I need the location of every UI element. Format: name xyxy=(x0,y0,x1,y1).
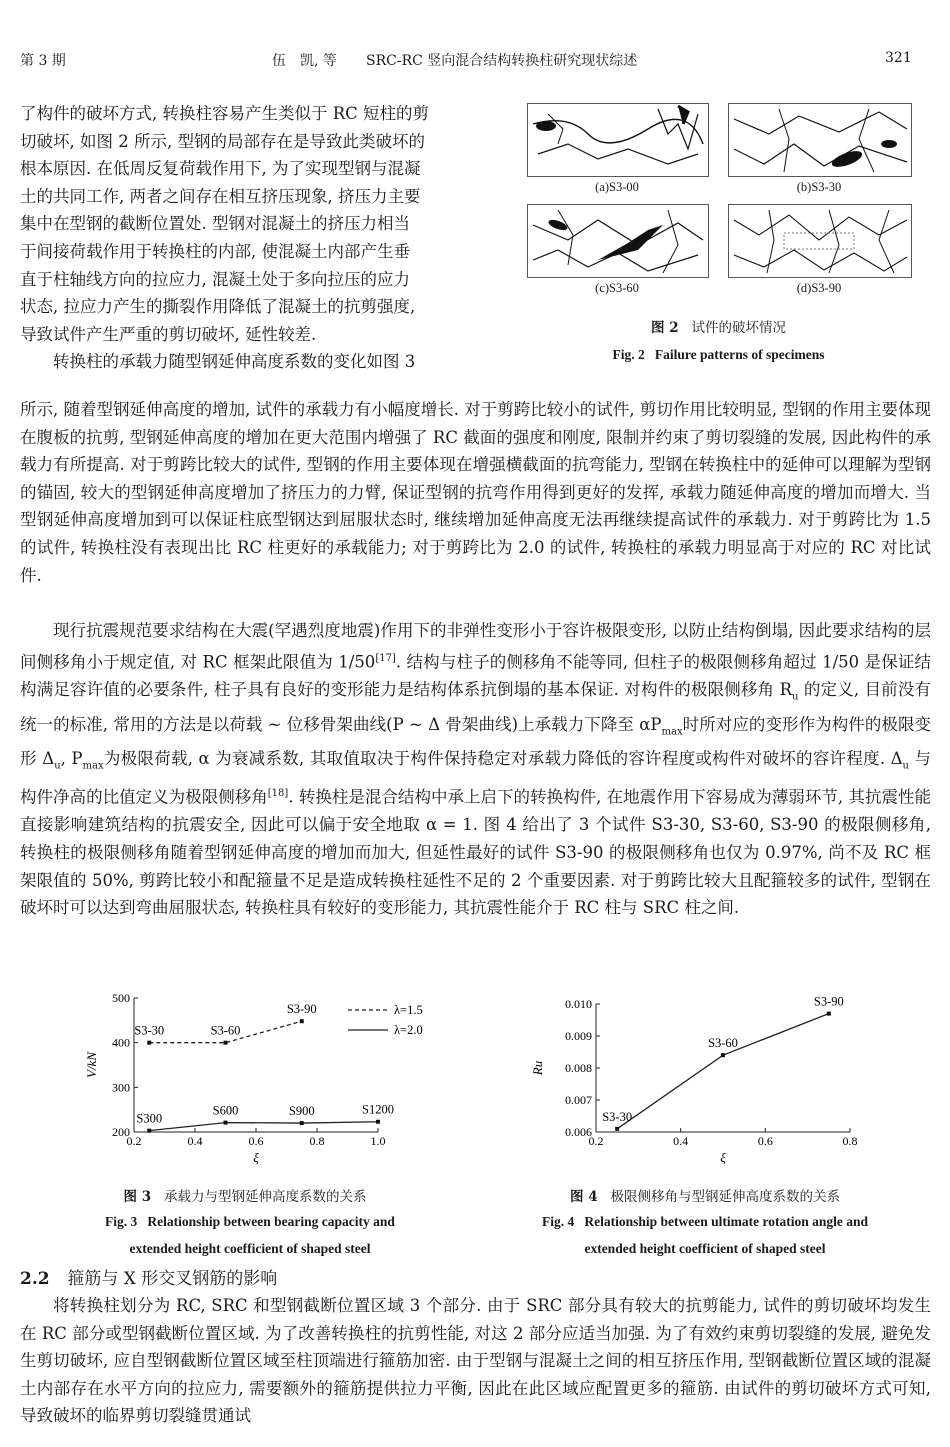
fig4-title-en: Relationship between ultimate rotation angle and xyxy=(584,1214,868,1229)
y-tick-label: 0.007 xyxy=(565,1093,592,1107)
data-label: S900 xyxy=(288,1104,315,1119)
x-tick-label: 0.8 xyxy=(842,1134,858,1148)
text-run: 为极限荷载, α 为衰减系数, 其取值取决于构件保持稳定对承载力降低的容许程度或构件对破坏的容许程度. Δ xyxy=(103,749,903,769)
fig2-caption-en xyxy=(527,341,910,368)
data-label: S3-60 xyxy=(210,1023,241,1038)
data-point xyxy=(827,1012,831,1016)
subscript-u: u xyxy=(54,760,61,772)
journal-issue: 第 3 期 xyxy=(20,53,66,69)
fig2-title-en: Failure patterns of specimens xyxy=(654,347,825,362)
crack-image-c xyxy=(528,205,708,277)
subscript-max: max xyxy=(82,760,104,772)
data-label: S1200 xyxy=(362,1102,394,1117)
text-line: 了构件的破坏方式, 转换柱容易产生类似于 RC 短柱的剪 xyxy=(20,104,430,123)
y-tick-label: 500 xyxy=(112,991,130,1005)
x-tick-label: 0.6 xyxy=(757,1134,773,1148)
crack-image-a xyxy=(528,104,708,176)
text-line: 土的共同工作, 两者之间存在相互挤压现象, 挤压力主要 xyxy=(20,186,421,206)
text-run: . 结构与柱子的侧移角不能等同, 但柱子的极限侧移角超过 1/50 是保证结构满足容许值的必要条件, 柱子具有良好的变形能力是结构体系抗倒塌的基本保证. 对构件的极限侧移角 R xyxy=(20,652,931,699)
fig3-number-cn: 图 3 xyxy=(123,1189,152,1205)
text-run: 现行抗震规范要求结构在大震(罕遇烈度地震)作用下的非弹性变形小于容许极限变形, 以防止结构倒塌, 因此要求结构的层间侧移角小于规定值, 对 RC 框架此限值为 1/50 xyxy=(20,621,931,672)
crack-pattern-a xyxy=(527,103,709,177)
text-line: 转换柱的承载力随型钢延伸高度系数的变化如图 3 xyxy=(53,352,416,372)
fig3-caption-en-line2: extended height coefficient of shaped steel xyxy=(129,1241,371,1256)
text-line: 直于柱轴线方向的拉应力, 混凝土处于多向拉压的应力 xyxy=(20,269,410,289)
fig3-title-en: Relationship between bearing capacity and xyxy=(147,1214,395,1229)
fig3-caption-cn xyxy=(40,1185,450,1205)
section-title: 箍筋与 X 形交叉钢筋的影响 xyxy=(67,1269,278,1289)
fig2-number-cn: 图 2 xyxy=(651,320,679,336)
citation-17: [17] xyxy=(375,652,396,664)
y-tick-label: 300 xyxy=(112,1080,130,1095)
paragraph-text: 将转换柱划分为 RC, SRC 和型钢截断位置区域 3 个部分. 由于 SRC 部分具有较大的抗剪能力, 试件的剪切破坏均发生在 RC 部分或型钢截断位置区域. 为了改善转换柱的抗剪性能, 对这 2 部分应适当加强. 为了有效约束剪切裂缝的发展, 避免发生剪切破坏, 应自型钢截断位置区域至柱顶端进行箍筋加密. 由于型钢与混凝土之间的相互挤压作用, 型钢截断位置区域的混凝土内部存在水平方向的拉应力, 需要额外的箍筋提供拉力平衡, 因此在此区域应配置更多的箍筋. 由试件的剪切破坏方式可知, 导致破坏的临界剪切裂缝贯通试 xyxy=(20,1296,931,1426)
y-tick-label: 0.009 xyxy=(565,1029,592,1043)
text-run: . 转换柱是混合结构中承上启下的转换构件, 在地震作用下容易成为薄弱环节, 其抗震性能直接影响建筑结构的抗震安全, 因此可以偏于安全地取 α = 1. 图 4 给出了 3 个试件 S3-30, S3-60, S3-90 的极限侧移角, 转换柱的极限侧移角随着型钢延伸高度的增加而加大, 但延性最好的试件 S3-90 的极限侧移角也仅为 0.97%, 尚不及 RC 框架限值的 50%, 剪跨比较小和配箍量不足是造成转换柱延性不足的 2 个重要因素. 对于剪跨比较大且配箍较多的试件, 型钢在破坏时可以达到弯曲屈服状态, 转换柱具有较好的变形能力, 其抗震性能介于 RC 柱与 SRC 柱之间. xyxy=(20,787,931,918)
data-label: S3-60 xyxy=(708,1036,738,1051)
crack-pattern-d xyxy=(728,204,912,278)
page-number: 321 xyxy=(885,50,912,66)
text-line: 状态, 拉应力产生的撕裂作用降低了混凝土的抗剪强度, xyxy=(20,297,416,317)
fig3-title-cn: 承载力与型钢延伸高度系数的关系 xyxy=(163,1189,367,1205)
text-line: 集中在型钢的截断位置处. 型钢对混凝土的挤压力相当 xyxy=(20,214,410,234)
text-line: 于间接荷载作用于转换柱的内部, 使混凝土内部产生垂 xyxy=(20,241,410,261)
data-point xyxy=(224,1041,228,1045)
legend-label-1: λ=2.0 xyxy=(394,1023,423,1037)
fig4-caption-en-line1 xyxy=(490,1208,920,1235)
fig2-title-cn: 试件的破坏情况 xyxy=(691,320,786,336)
x-tick-label: 1.0 xyxy=(370,1134,386,1148)
text-run: 时所对应的变形作为构件的极限变形 Δ xyxy=(20,714,932,769)
x-axis-label: ξ xyxy=(253,1150,259,1165)
figure-4-chart xyxy=(520,990,880,1180)
panel-label-c: (c)S3-60 xyxy=(595,281,639,295)
y-tick-label: 0.006 xyxy=(565,1125,592,1139)
fig3-caption-en-line1 xyxy=(40,1208,460,1235)
x-tick-label: 0.2 xyxy=(588,1134,604,1148)
left-column-text xyxy=(20,100,504,376)
fig3-number-en: Fig. 3 xyxy=(105,1214,138,1229)
fig4-caption-en-line2: extended height coefficient of shaped steel xyxy=(584,1241,826,1256)
data-label: S3-90 xyxy=(286,1002,317,1017)
fig4-number-en: Fig. 4 xyxy=(541,1214,575,1229)
panel-label-b: (b)S3-30 xyxy=(796,180,842,194)
data-label: S3-30 xyxy=(134,1023,165,1038)
text-line: 导致试件产生严重的剪切破坏, 延性较差. xyxy=(20,324,317,344)
paragraph-bearing-capacity xyxy=(20,396,931,589)
text-run: 的定义, 目前没有统一的标准, 常用的方法是以荷载 ~ 位移骨架曲线(P ~ Δ 骨架曲线)上承载力下降至 αP xyxy=(20,679,931,734)
data-label: S3-30 xyxy=(602,1109,633,1124)
x-tick-label: 0.4 xyxy=(187,1134,203,1148)
fig4-caption-cn xyxy=(500,1185,910,1205)
data-point xyxy=(224,1121,228,1125)
panel-label-d: (d)S3-90 xyxy=(796,281,842,295)
data-label: S300 xyxy=(136,1111,163,1126)
running-title: SRC-RC 竖向混合结构转换柱研究现状综述 xyxy=(366,53,638,69)
fig4-title-cn: 极限侧移角与型钢延伸高度系数的关系 xyxy=(610,1189,840,1205)
y-tick-label: 200 xyxy=(112,1125,130,1139)
crack-pattern-c xyxy=(527,204,709,278)
paragraph-stirrups xyxy=(20,1292,931,1430)
paragraph-text xyxy=(20,617,931,922)
data-point xyxy=(376,1120,380,1124)
fig4-caption-en xyxy=(490,1208,920,1262)
y-tick-label: 0.010 xyxy=(565,997,592,1011)
data-point xyxy=(615,1127,619,1131)
subscript-u: u xyxy=(902,760,909,772)
x-tick-label: 0.4 xyxy=(673,1134,689,1148)
figure-3-chart xyxy=(80,990,480,1180)
x-axis-label: ξ xyxy=(720,1150,726,1165)
x-tick-label: 0.6 xyxy=(248,1134,264,1148)
series-line-1 xyxy=(149,1122,378,1131)
data-point xyxy=(300,1019,304,1023)
data-point xyxy=(300,1121,304,1125)
x-tick-label: 0.2 xyxy=(126,1134,142,1148)
panel-label-a: (a)S3-00 xyxy=(595,180,639,194)
text-line: 切破坏, 如图 2 所示, 型钢的局部存在是导致此类破坏的 xyxy=(20,131,425,151)
y-axis-label: V/kN xyxy=(84,1052,99,1078)
crack-pattern-b xyxy=(728,103,912,177)
paragraph-text: 所示, 随着型钢延伸高度的增加, 试件的承载力有小幅度增长. 对于剪跨比较小的试件, 剪切作用比较明显, 型钢的作用主要体现在腹板的抗剪, 型钢延伸高度的增加在更大范围内增强了 RC 截面的强度和刚度, 限制并约束了剪切裂缝的发展, 因此构件的承载力有所提高. 对于剪跨比较大的试件, 型钢的作用主要体现在增强横截面的抗弯能力, 型钢在转换柱中的延伸可以理解为型钢的锚固, 较大的型钢延伸高度增加了挤压力的力臂, 保证型钢的抗弯作用得到更好的发挥, 承载力随延伸高度的增加而增大. 当型钢延伸高度增加到可以保证柱底型钢达到屈服状态时, 继续增加延伸高度无法再继续提高试件的承载力. 对于剪跨比为 1.5 的试件, 转换柱没有表现出比 RC 柱更好的承载能力; 对于剪跨比为 2.0 的试件, 转换柱的承载力明显高于对应的 RC 对比试件. xyxy=(20,400,931,585)
running-authors: 伍 凯, 等 xyxy=(272,53,337,69)
y-tick-label: 400 xyxy=(112,1035,130,1050)
data-point xyxy=(721,1053,725,1057)
crack-image-b xyxy=(729,104,911,176)
fig4-number-cn: 图 4 xyxy=(570,1189,598,1205)
data-label: S3-90 xyxy=(813,994,844,1009)
data-label: S600 xyxy=(212,1103,239,1118)
subscript-max: max xyxy=(661,725,683,737)
paragraph-rotation-angle xyxy=(20,617,931,922)
data-point xyxy=(147,1041,151,1045)
fig3-caption-en xyxy=(40,1208,460,1262)
citation-18: [18] xyxy=(267,788,289,800)
text-run: 与构件净高的比值定义为极限侧移角 xyxy=(20,749,931,807)
fig2-caption-cn xyxy=(527,316,910,336)
data-point xyxy=(147,1129,151,1133)
y-axis-label: Ru xyxy=(530,1060,545,1076)
crack-image-d xyxy=(729,205,911,277)
x-tick-label: 0.8 xyxy=(309,1134,325,1148)
section-heading xyxy=(20,1264,277,1289)
text-line: 根本原因. 在低周反复荷载作用下, 为了实现型钢与混凝 xyxy=(20,159,421,179)
series-line-0 xyxy=(617,1014,829,1129)
fig2-number-en: Fig. 2 xyxy=(612,347,645,362)
legend-label-0: λ=1.5 xyxy=(394,1003,423,1017)
y-tick-label: 0.008 xyxy=(565,1061,592,1075)
section-number: 2.2 xyxy=(20,1269,50,1289)
subscript-u: u xyxy=(792,690,799,702)
text-run: , P xyxy=(60,749,83,769)
